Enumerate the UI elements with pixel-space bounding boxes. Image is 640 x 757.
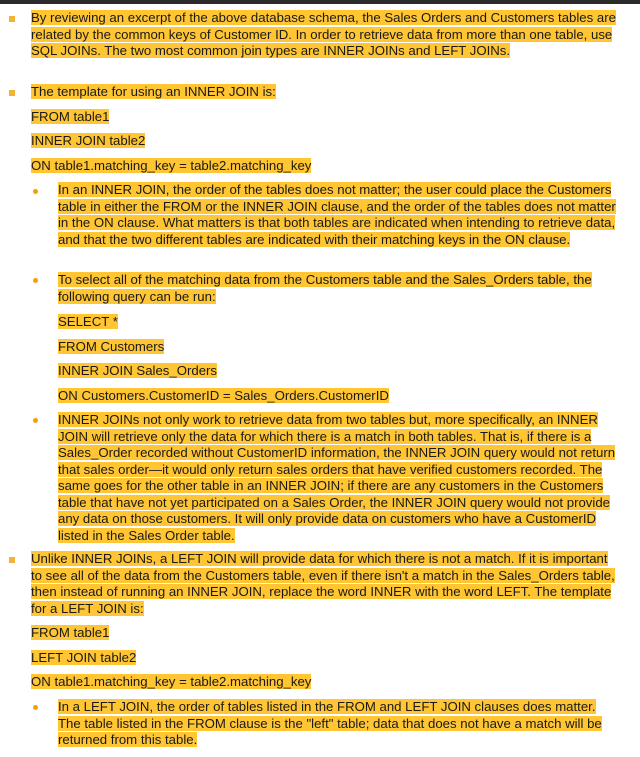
code-line: FROM table1 xyxy=(31,109,110,124)
paragraph-select-intro: To select all of the matching data from the Customers table and the Sales_Orders table, the following query can be run: xyxy=(58,272,592,304)
round-bullet xyxy=(33,278,38,283)
paragraph-inner-join-explained: INNER JOINs not only work to retrieve data from two tables but, more specifically, an INNER JOIN will retrieve only the data for which there is a match in both tables. That is, if there is a Sales_Order recorded without CustomerID information, the INNER JOIN query would not return that sales order—it would only return sales orders that have verified customers recorded. The same goes for the other table in an INNER JOIN; if there are any customers in the Customers table that have not yet participated on a Sales Order, the INNER JOIN query would not provide any data on those customers. It will only provide data on customers who have a CustomerID listed in the Sales Order table. xyxy=(58,412,616,543)
code-line: ON table1.matching_key = table2.matching_key xyxy=(31,158,312,173)
code-line: ON table1.matching_key = table2.matching_key xyxy=(31,674,312,689)
paragraph-inner-template-intro: The template for using an INNER JOIN is: xyxy=(31,84,276,99)
code-line: FROM Customers xyxy=(58,339,165,354)
paragraph-schema-intro: By reviewing an excerpt of the above database schema, the Sales Orders and Customers tables are related by the common keys of Customer ID. In order to retrieve data from more than one table, use SQL JOINs. The two most common join types are INNER JOINs and LEFT JOINs. xyxy=(31,10,616,58)
round-bullet xyxy=(33,189,38,194)
code-line: SELECT * xyxy=(58,314,118,329)
paragraph-table-order: In an INNER JOIN, the order of the tables does not matter; the user could place the Customers table in either the FROM or the INNER JOIN clause, and the order of the tables does not matter in the ON clause. What matters is that both tables are indicated when intending to retrieve data, and that the two different tables are indicated with their matching keys in the ON clause. xyxy=(58,182,616,247)
square-bullet xyxy=(9,557,15,563)
paragraph-left-join-intro: Unlike INNER JOINs, a LEFT JOIN will provide data for which there is not a match. If it is important to see all of the data from the Customers table, even if there isn't a match in the Sales_Orders table, then instead of running an INNER JOIN, replace the word INNER with the word LEFT. The template for a LEFT JOIN is: xyxy=(31,551,615,616)
round-bullet xyxy=(33,705,38,710)
square-bullet xyxy=(9,16,15,22)
code-line: INNER JOIN Sales_Orders xyxy=(58,363,218,378)
paragraph-left-join-order: In a LEFT JOIN, the order of tables listed in the FROM and LEFT JOIN clauses does matter. The table listed in the FROM clause is the "left" table; data that does not have a match will be returned from this table. xyxy=(58,699,602,747)
top-bar xyxy=(0,0,640,4)
code-line: FROM table1 xyxy=(31,625,110,640)
code-line: LEFT JOIN table2 xyxy=(31,650,137,665)
code-line: INNER JOIN table2 xyxy=(31,133,146,148)
code-line: ON Customers.CustomerID = Sales_Orders.CustomerID xyxy=(58,388,389,403)
square-bullet xyxy=(9,90,15,96)
round-bullet xyxy=(33,418,38,423)
